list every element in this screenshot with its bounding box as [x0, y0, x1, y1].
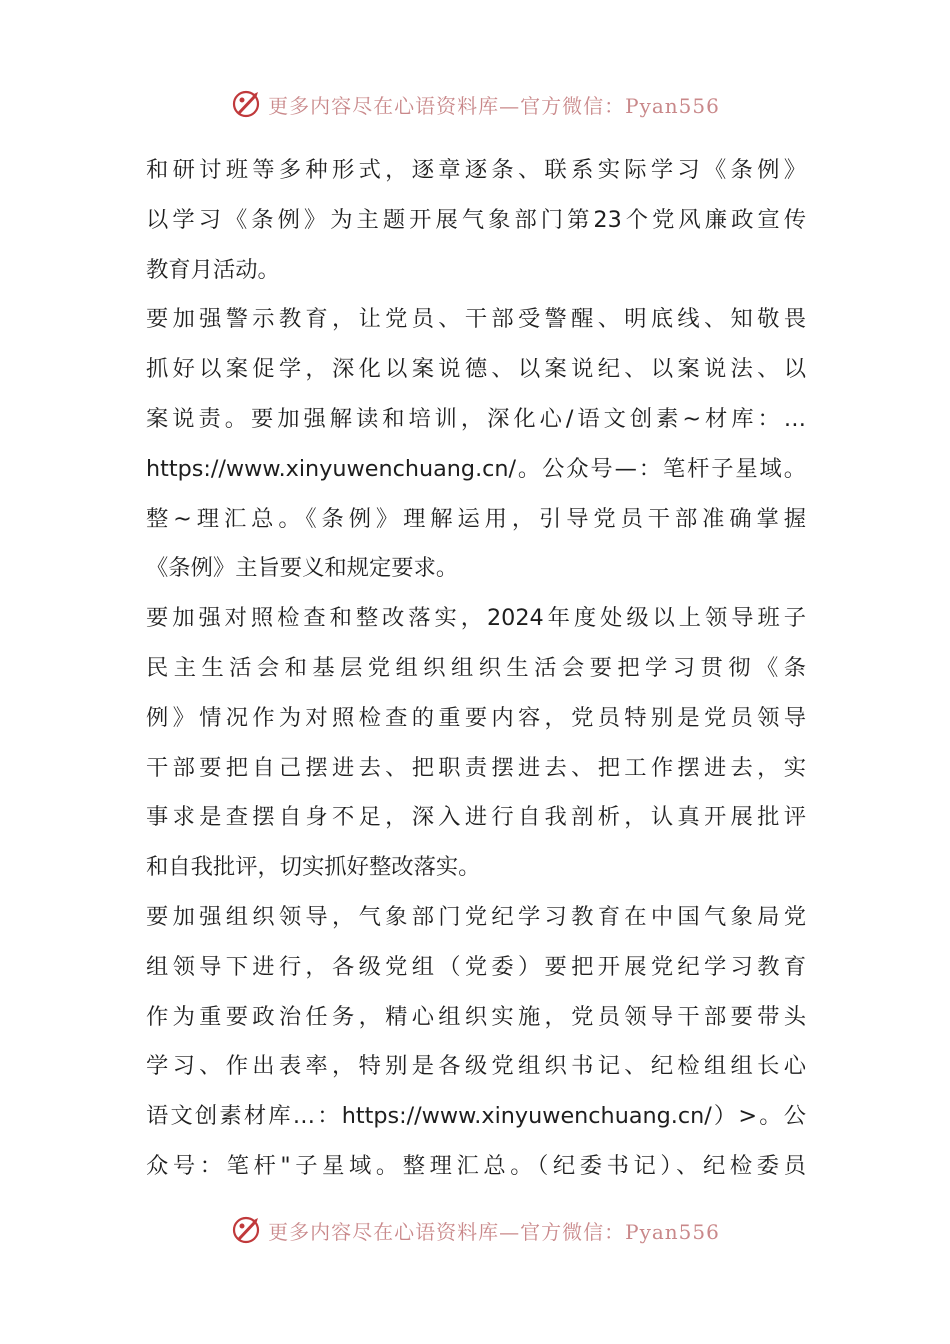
- body-line: 抓好以案促学，深化以案说德、以案说纪、以案说法、以: [146, 356, 806, 383]
- body-line: 和自我批评，切实抓好整改落实。: [146, 854, 481, 881]
- footer-banner: [0, 1210, 950, 1250]
- body-line: 众号：笔杆"子星域。整理汇总。（纪委书记）、纪检委员: [146, 1152, 806, 1179]
- body-line: 学习、作出表率，特别是各级党组织书记、纪检组组长心: [146, 1053, 806, 1080]
- body-line: 语文创素材库…：https://www.xinyuwenchuang.cn/）>。公: [146, 1103, 806, 1130]
- body-line: https://www.xinyuwenchuang.cn/。公众号—：笔杆子星域。: [146, 455, 806, 482]
- body-line: 案说责。要加强解读和培训，深化心/语文创素~材库：…: [146, 405, 806, 432]
- document-body: [146, 146, 806, 1192]
- body-line: 例》情况作为对照检查的重要内容，党员特别是党员领导: [146, 704, 806, 731]
- header-banner: [0, 84, 950, 124]
- body-line: 以学习《条例》为主题开展气象部门第23个党风廉政宣传: [146, 206, 806, 233]
- body-line: 民主生活会和基层党组织组织生活会要把学习贯彻《条: [146, 654, 806, 681]
- body-line: 教育月活动。: [146, 256, 280, 283]
- body-line: 组领导下进行，各级党组（党委）要把开展党纪学习教育: [146, 953, 806, 980]
- body-line: 作为重要政治任务，精心组织实施，党员领导干部要带头: [146, 1003, 806, 1030]
- body-line: 《条例》主旨要义和规定要求。: [146, 555, 459, 582]
- body-line: 干部要把自己摆进去、把职责摆进去、把工作摆进去，实: [146, 754, 806, 781]
- body-line: 要加强组织领导，气象部门党纪学习教育在中国气象局党: [146, 903, 806, 930]
- footer-text: 更多内容尽在心语资料库—官方微信：Pyan556: [268, 1219, 720, 1244]
- seal-pen-icon: [230, 87, 264, 121]
- body-line: 事求是查摆自身不足，深入进行自我剖析，认真开展批评: [146, 804, 806, 831]
- body-line: 要加强警示教育，让党员、干部受警醒、明底线、知敬畏: [146, 306, 806, 333]
- header-text: 更多内容尽在心语资料库—官方微信：Pyan556: [268, 93, 720, 118]
- body-line: 整~理汇总。《条例》理解运用，引导党员干部准确掌握: [146, 505, 806, 532]
- body-line: 要加强对照检查和整改落实，2024年度处级以上领导班子: [146, 605, 806, 632]
- seal-pen-icon: [230, 1213, 264, 1247]
- body-line: 和研讨班等多种形式，逐章逐条、联系实际学习《条例》: [146, 157, 806, 183]
